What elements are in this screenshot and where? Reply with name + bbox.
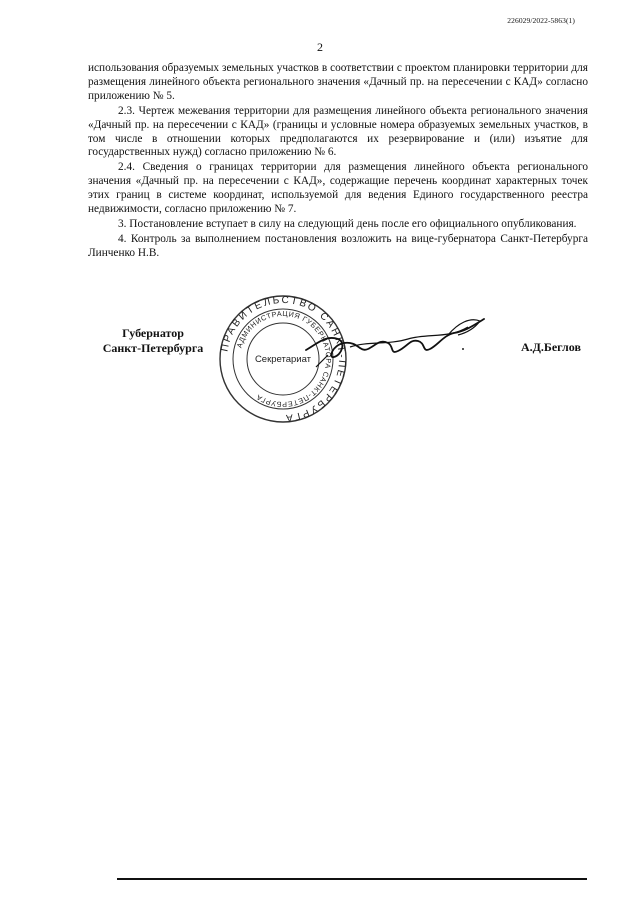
footer-rule [117, 878, 587, 880]
paragraph-continuation: использования образуемых земельных участков в соответствии с проектом планировки территории для размещения линейного объекта регионального значения «Дачный пр. на пересечении с КАД» согласно приложению № 5. [88, 62, 588, 102]
page-number: 2 [317, 40, 323, 54]
paragraph-2-4: 2.4. Сведения о границах территории для размещения линейного объекта регионального значения «Дачный пр. на пересечении с КАД», содержащие перечень координат характерных точек этих границ в системе координат, используемой для ведения Единого государственного реестра недвижимости, согласно приложению № 7. [88, 161, 588, 216]
document-body [88, 62, 588, 262]
seal-inner-text: АДМИНИСТРАЦИЯ ГУБЕРНАТОРА САНКТ-ПЕТЕРБУРГА [234, 308, 334, 410]
signatory-title [88, 326, 218, 356]
handwritten-signature [298, 305, 498, 375]
signatory-title-line2: Санкт-Петербурга [102, 341, 204, 355]
paragraph-2-3: 2.3. Чертеж межевания территории для размещения линейного объекта регионального значения «Дачный пр. на пересечении с КАД» (границы и условные номера образуемых земельных участков, в том числе в отношении которых предполагаются их резервирование и (или) изъятие для государственных нужд) согласно приложению № 6. [88, 104, 588, 159]
ink-dot [462, 348, 464, 350]
seal-center-text: Секретариат [254, 354, 312, 365]
paragraph-4: 4. Контроль за выполнением постановления возложить на вице-губернатора Санкт-Петербурга Линченко Н.В. [88, 232, 588, 259]
document-number: 226029/2022-5863(1) [507, 16, 575, 25]
signatory-title-line1: Губернатор [122, 326, 184, 340]
signatory-name: А.Д.Беглов [521, 340, 581, 354]
seal-outer-text: ПРАВИТЕЛЬСТВО САНКТ-ПЕТЕРБУРГА [219, 294, 348, 424]
paragraph-3: 3. Постановление вступает в силу на следующий день после его официального опубликования. [118, 217, 577, 230]
